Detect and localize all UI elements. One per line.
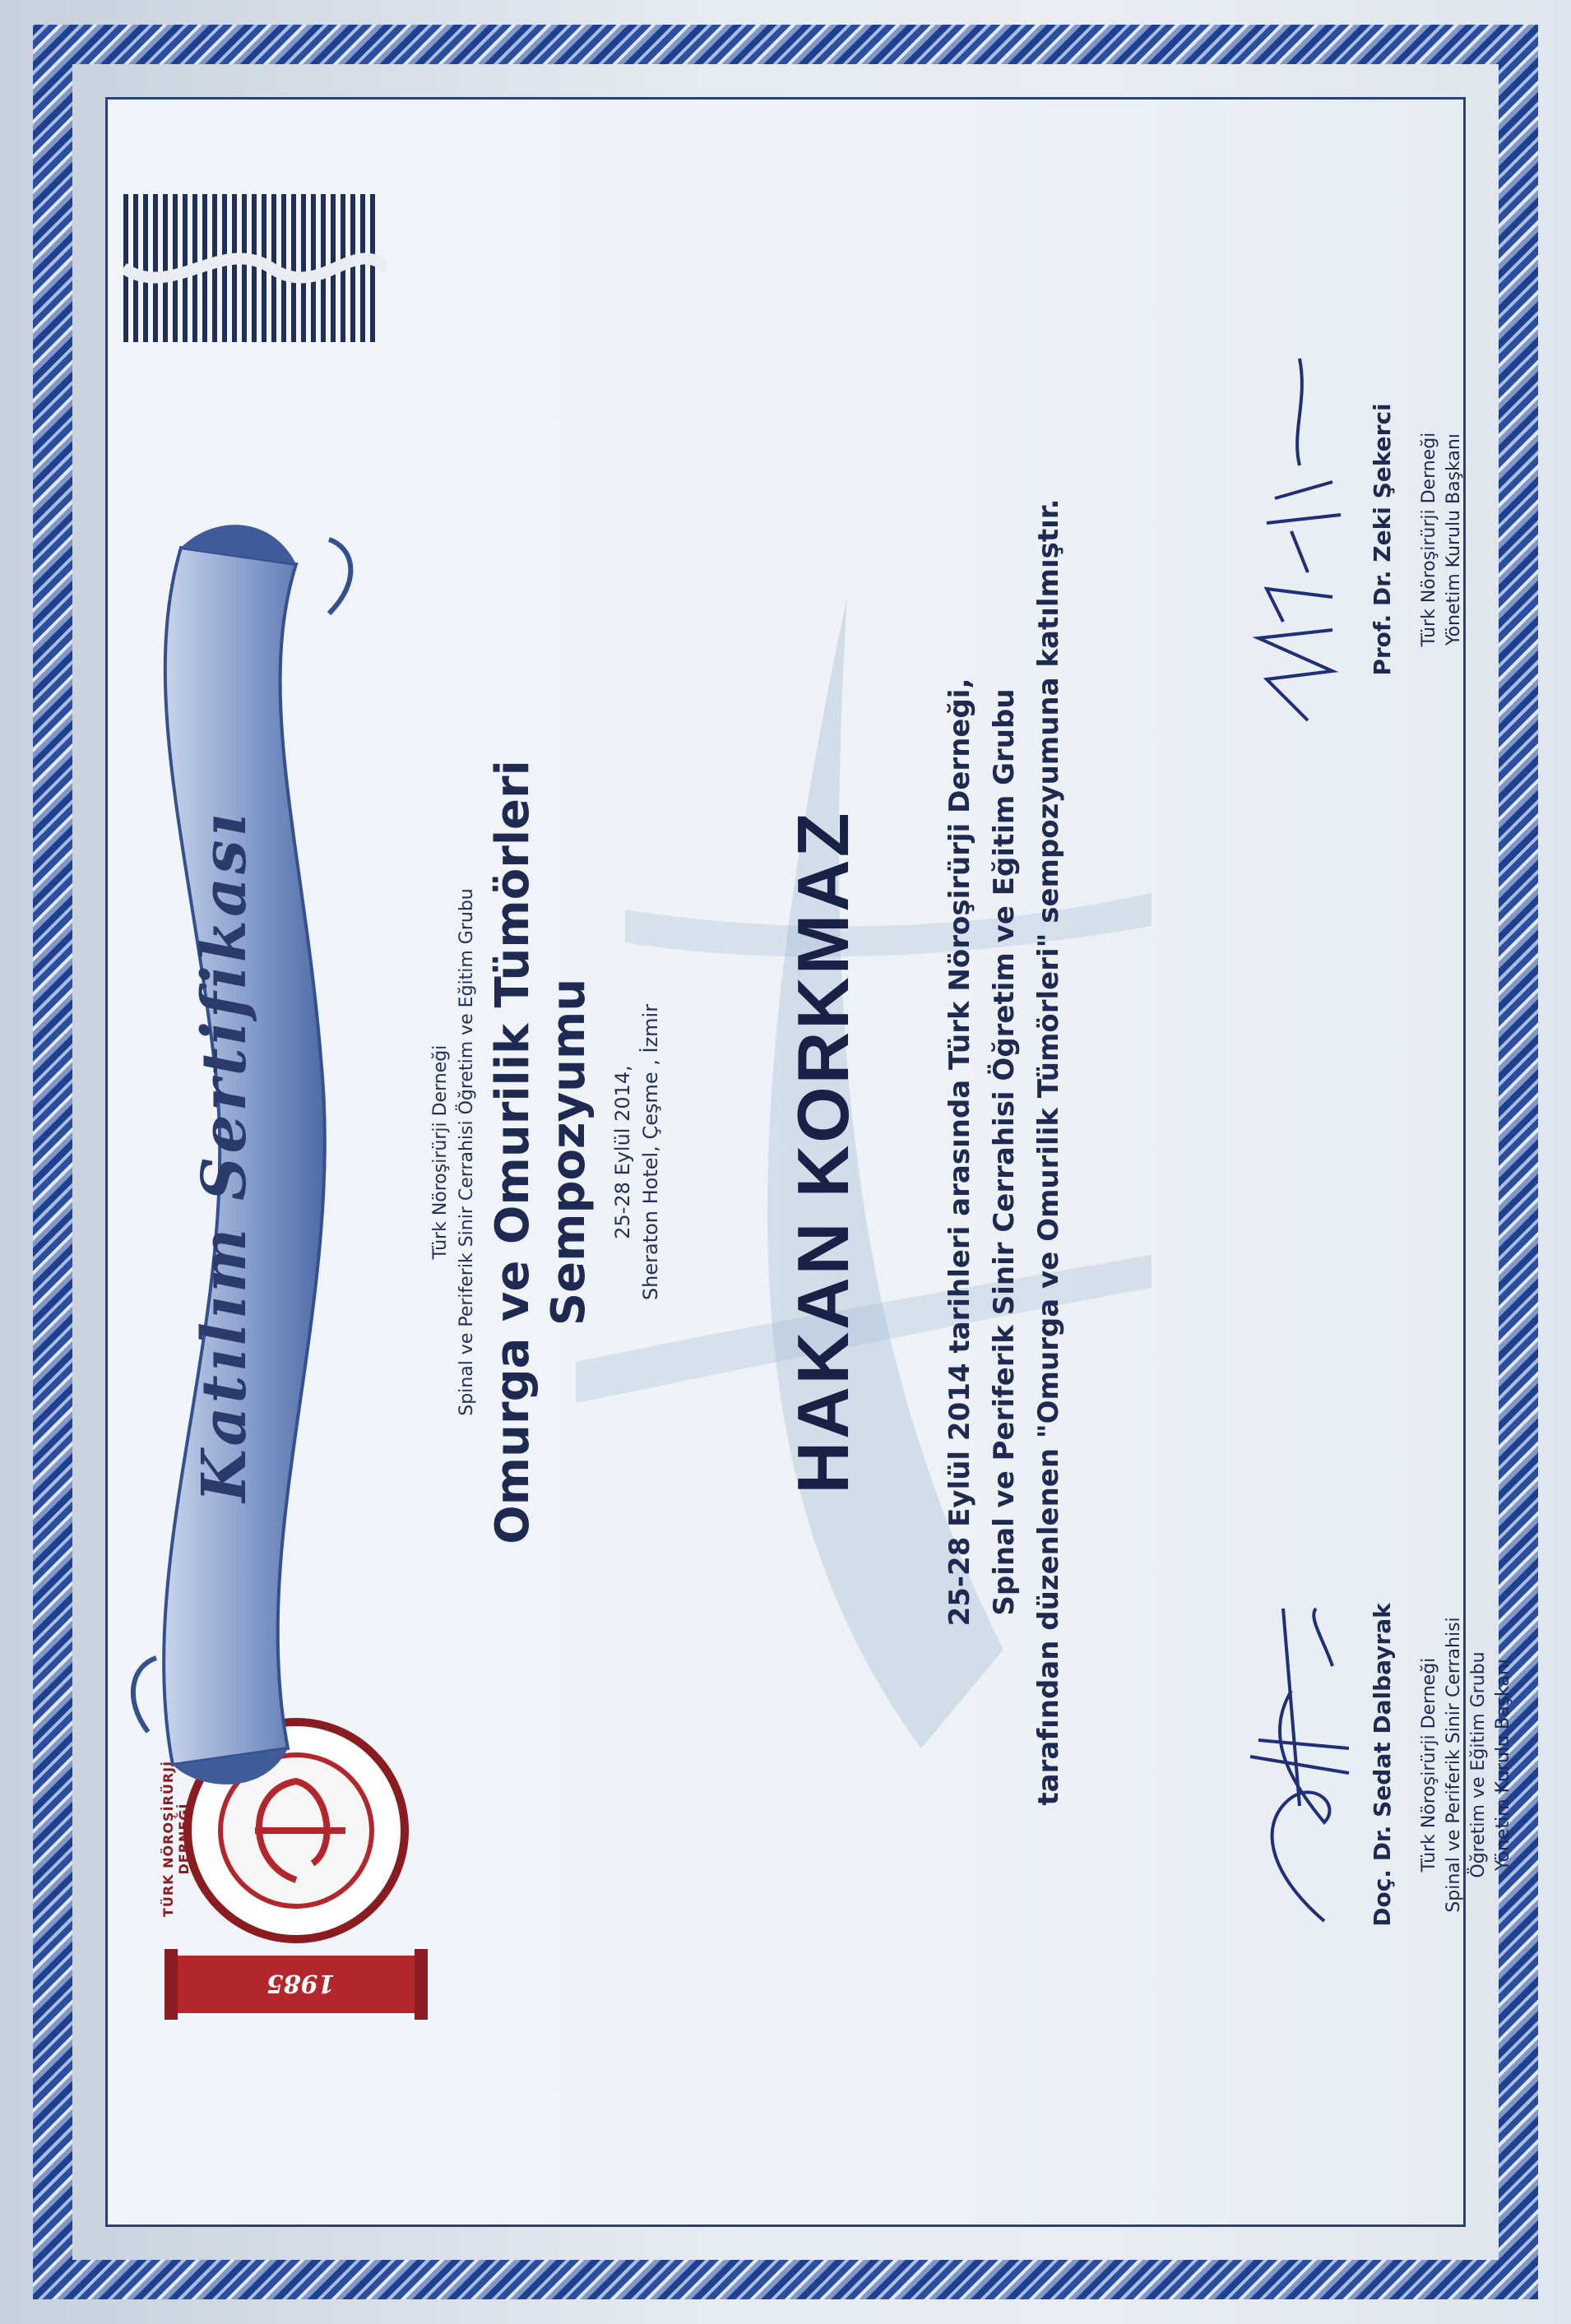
statement-line1: 25-28 Eylül 2014 tarihleri arasında Türk Nöroşirürji Derneği,: [943, 678, 976, 1627]
event-title-line1: Omurga ve Omurilik Tümörleri: [486, 760, 540, 1544]
signatory-right-name: Prof. Dr. Zeki Şekerci: [1369, 403, 1396, 676]
event-venue: Sheraton Hotel, Çeşme , İzmir: [639, 1003, 662, 1301]
statement-line2: Spinal ve Periferik Sinir Cerrahisi Öğretim ve Eğitim Grubu: [988, 688, 1021, 1616]
association-name: Türk Nöroşirürji Derneği: [430, 1044, 451, 1260]
signatory-right-title: [1417, 252, 1467, 827]
association-group: Spinal ve Periferik Sinir Cerrahisi Öğretim ve Eğitim Grubu: [456, 888, 477, 1416]
signatory-right-title-line: Türk Nöroşirürji Derneği: [1419, 432, 1439, 647]
logo-year: 1985: [266, 1968, 335, 1998]
signatory-left-title-line: Öğretim ve Eğitim Grubu: [1468, 1651, 1489, 1878]
certificate-title: Katılım Sertifikası: [189, 810, 260, 1502]
signatory-left-title-line: Türk Nöroşirürji Derneği: [1419, 1657, 1439, 1873]
signatory-right-title-line: Yönetim Kurulu Başkanı: [1444, 433, 1464, 646]
signatory-left-title-line: Yönetim Kurulu Başkanı: [1493, 1659, 1513, 1871]
signatory-left-title: [1417, 1477, 1516, 2053]
signature-block-right: [1234, 252, 1467, 827]
logo-ring-text: TÜRK NÖROŞİRÜRJİ DERNEĞİ: [160, 1760, 192, 1918]
signature-left: [1234, 1592, 1357, 1937]
signature-right: [1234, 350, 1357, 729]
barcode-decoration: [123, 186, 387, 350]
recipient-name: HAKAN KORKMAZ: [782, 810, 864, 1494]
event-date: 25-28 Eylül 2014,: [611, 1065, 634, 1239]
participation-statement: [938, 408, 1071, 1896]
event-title-line2: Sempozyumu: [542, 978, 595, 1326]
event-title: [485, 515, 597, 1789]
association-header: [428, 556, 480, 1748]
statement-line3: tarafından düzenlenen "Omurga ve Omurilik Tümörleri" sempozyumuna katılmıştır.: [1032, 498, 1065, 1806]
signatory-left-title-line: Spinal ve Periferik Sinir Cerrahisi: [1444, 1617, 1464, 1913]
signature-block-left: [1234, 1477, 1516, 2053]
signatory-left-name: Doç. Dr. Sedat Dalbayrak: [1369, 1603, 1396, 1927]
event-details: [609, 556, 665, 1748]
